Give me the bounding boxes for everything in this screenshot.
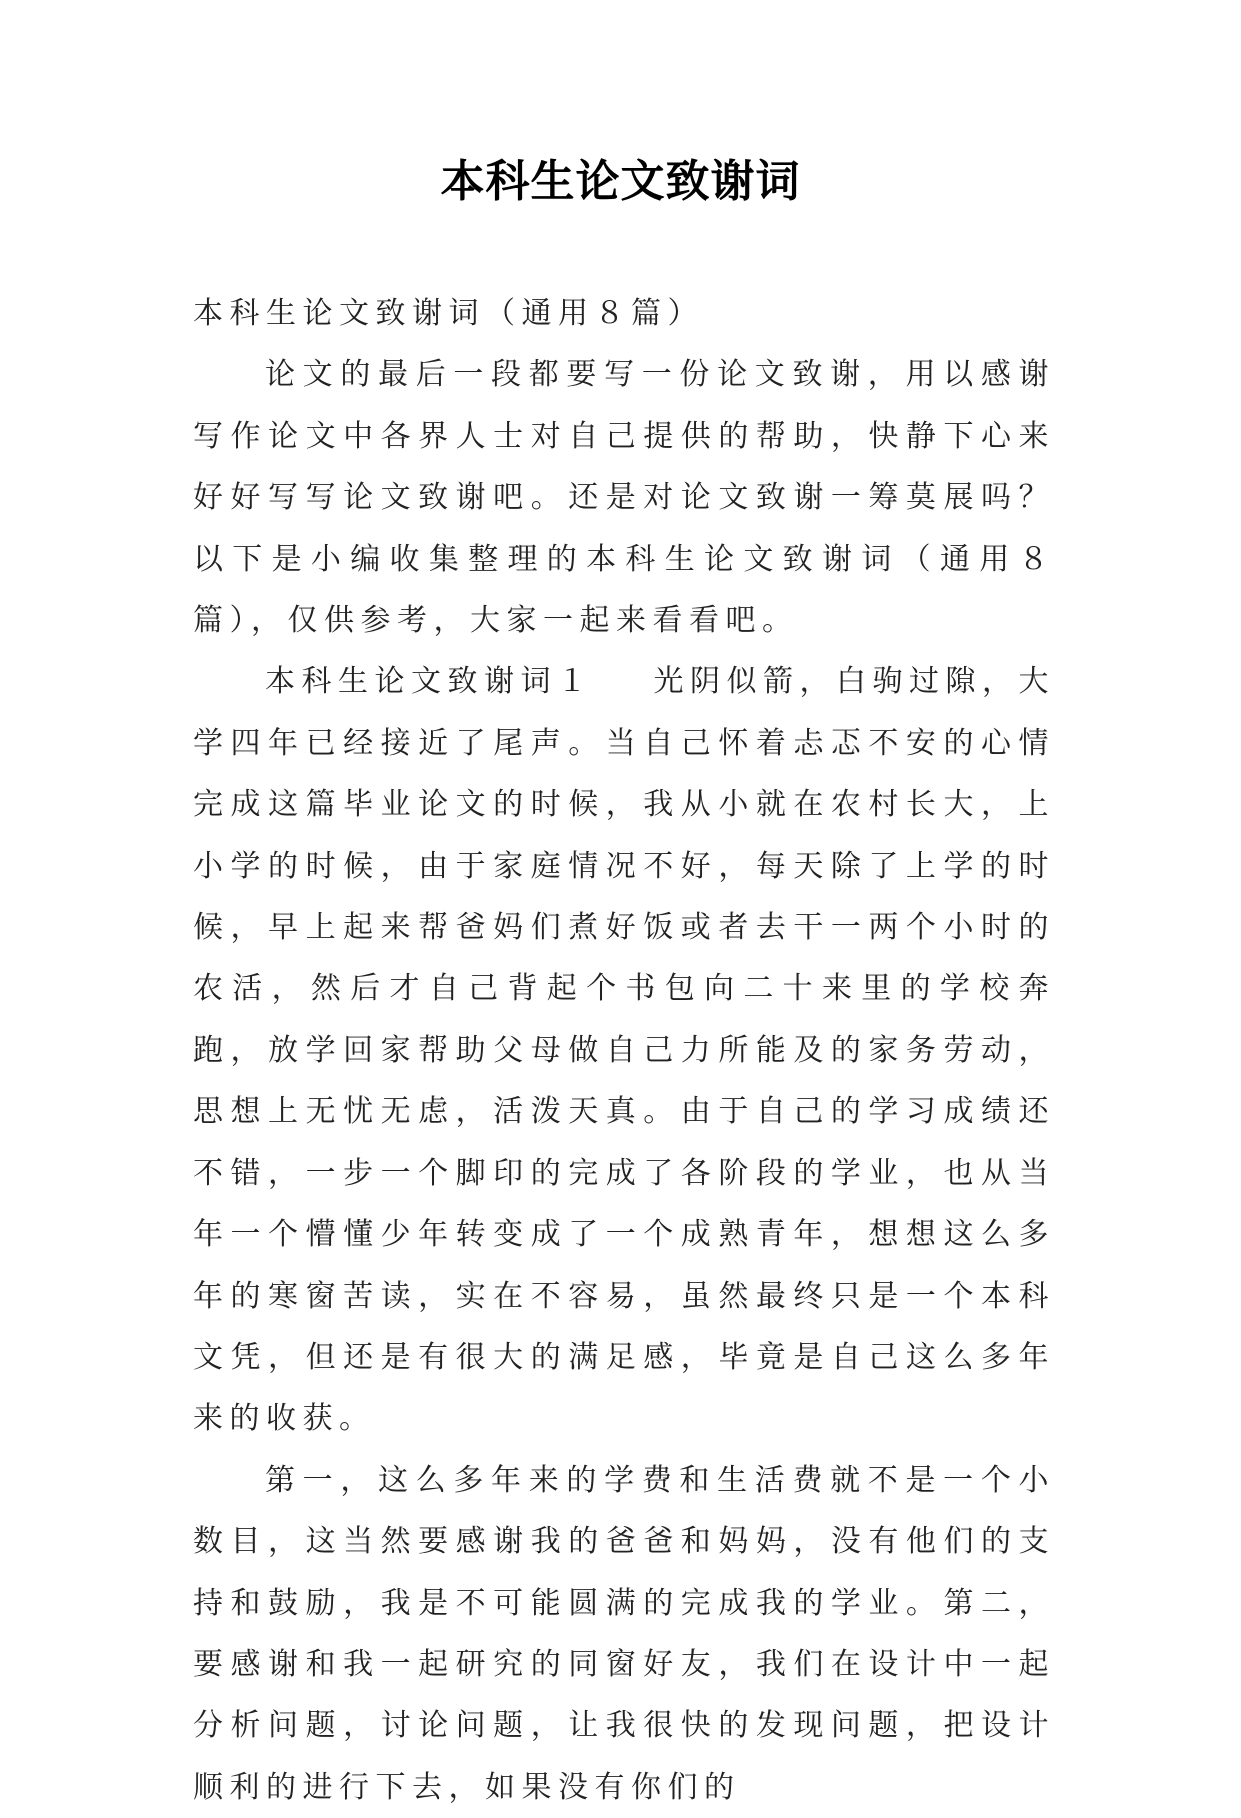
section1-text: 光阴似箭，白驹过隙，大学四年已经接近了尾声。当自己怀着忐忑不安的心情完成这篇毕业论文的时候，我从小就在农村长大，上小学的时候，由于家庭情况不好，每天除了上学的时候，早上起来帮爸妈们煮好饭或者去干一两个小时的农活，然后才自己背起个书包向二十来里的学校奔跑，放学回家帮助父母做自己力所能及的家务劳动，思想上无忧无虑，活泼天真。由于自己的学习成绩还不错，一步一个脚印的完成了各阶段的学业，也从当年一个懵懂少年转变成了一个成熟青年，想想这么多年的寒窗苦读，实在不容易，虽然最终只是一个本科文凭，但还是有很大的满足感，毕竟是自己这么多年来的收获。 bbox=[193, 664, 1055, 1437]
document-subtitle: 本科生论文致谢词（通用８篇） bbox=[193, 296, 704, 331]
intro-paragraph: 论文的最后一段都要写一份论文致谢，用以感谢写作论文中各界人士对自己提供的帮助，快静下心来好好写写论文致谢吧。还是对论文致谢一筹莫展吗？以下是小编收集整理的本科生论文致谢词（通用８篇），仅供参考，大家一起来看看吧。 bbox=[193, 357, 1055, 639]
section1-heading: 本科生论文致谢词１ bbox=[265, 664, 594, 700]
document-title: 本科生论文致谢词 bbox=[440, 156, 801, 207]
section1-paragraph bbox=[193, 651, 1055, 1449]
paragraph-three: 第一，这么多年来的学费和生活费就不是一个小数目，这当然要感谢我的爸爸和妈妈，没有他们的支持和鼓励，我是不可能圆满的完成我的学业。第二，要感谢和我一起研究的同窗好友，我们在设计中一起分析问题，讨论问题，让我很快的发现问题，把设计顺利的进行下去，如果没有你们的 bbox=[193, 1462, 1055, 1805]
document-body bbox=[193, 283, 1055, 1818]
